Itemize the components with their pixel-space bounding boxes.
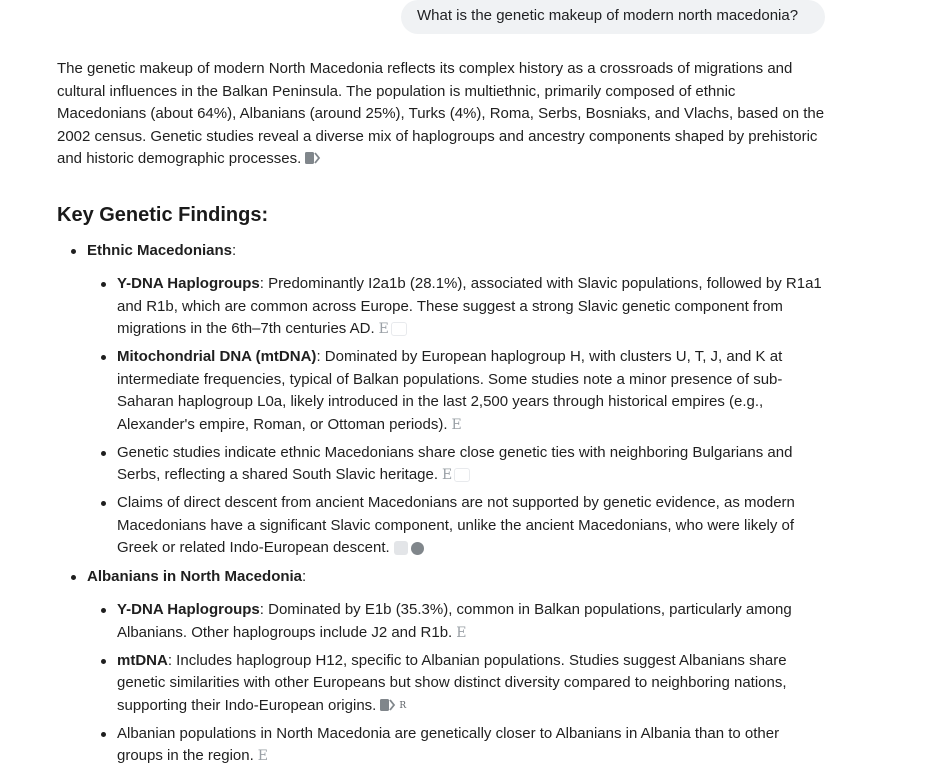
source-link-icon[interactable] [380,698,396,712]
list-item [87,723,822,768]
source-favicon[interactable] [391,322,407,336]
item-text: Albanian populations in North Macedonia are genetically closer to Albanians in Albania than to other groups in the region. [117,724,780,765]
section-heading: Key Genetic Findings: [57,203,269,226]
item-bold-label: Y-DNA Haplogroups [117,275,260,292]
group-title: Ethnic Macedonians [87,241,233,259]
source-favicon[interactable] [454,468,470,482]
source-e-icon[interactable]: E [378,321,389,337]
source-e-icon[interactable]: E [257,748,268,765]
list-item [87,442,822,487]
list-item [87,273,822,341]
user-message-text: What is the genetic makeup of modern north macedonia? [417,7,799,24]
item-text: : Includes haplogroup H12, specific to Albanian populations. Studies suggest Albanians share genetic similarities with other Europeans but show distinct diversity compared to neighboring nations, supporting their Indo-European origins. [117,651,787,714]
source-e-icon[interactable]: E [456,624,467,641]
list-item [87,599,822,644]
item-text: : Dominated by E1b (35.3%), common in Balkan populations, particularly among Albanians. Other haplogroups include J2 and R1b. [117,601,792,641]
assistant-response [57,58,827,773]
group-albanians: Albanians in North Macedonia: Y-DNA Haplogroups: Dominated by E1b (35.3%), common in Balkan populations, particularly among Albanians. Other haplogroups include J2 and R1b. E mtDNA: Includes haplogroup H12, specific to Albanian populations. Studies suggest Albanians share genetic similarities with other Europeans but show distinct diversity compared to neighboring nations, supporting their Indo-European origins. R Albanian populations in North Macedonia are genetically closer to Albanians in Albania than to other groups in the region. E [57,566,827,768]
group-items-list [87,599,827,768]
group-ethnic-macedonians: Ethnic Macedonians: Y-DNA Haplogroups: Predominantly I2a1b (28.1%), associated with Slavic populations, followed by R1a1 and R1b, which are common across Europe. These suggest a strong Slavic genetic component from migrations in the 6th–7th centuries AD. E Mitochondrial DNA (mtDNA): Dominated by European haplogroup H, with clusters U, T, J, and K at intermediate frequencies, typical of Balkan populations. Some studies note a minor presence of sub-Saharan haplogroup L0a, likely introduced in the last 2,500 years through historical empires (e.g., Alexander's empire, Roman, or Ottoman periods). E Genetic studies indicate ethnic Macedonians share close genetic ties with neighboring Bulgarians and Serbs, reflecting a shared South Slavic heritage. E Claims of direct descent from ancient Macedonians are not supported by genetic evidence, as modern Macedonians have a significant Slavic component, unlike the ancient Macedonians, who were likely of Greek or related Indo-European descent. [57,240,827,560]
item-text: : Predominantly I2a1b (28.1%), associated with Slavic populations, followed by R1a1 and R1b, which are common across Europe. These suggest a strong Slavic genetic component from migrations in the 6th–7th centuries AD. [117,275,822,337]
group-items-list [87,273,827,560]
list-item [87,346,822,436]
source-link-icon[interactable] [305,151,321,165]
source-avatar-icon[interactable] [411,542,424,555]
source-r-icon[interactable]: R [399,700,407,711]
item-text: : Dominated by European haplogroup H, with clusters U, T, J, and K at intermediate frequencies, typical of Balkan populations. Some studies note a minor presence of sub-Saharan haplogroup L0a, likely introduced in the last 2,500 years through historical empires (e.g., Alexander's empire, Roman, or Ottoman periods). [117,348,783,433]
item-bold-label: mtDNA [117,651,168,669]
item-bold-label: Y-DNA Haplogroups [117,601,260,618]
item-text: Genetic studies indicate ethnic Macedonians share close genetic ties with neighboring Bulgarians and Serbs, reflecting a shared South Slavic heritage. [117,443,793,483]
intro-text: The genetic makeup of modern North Macedonia reflects its complex history as a crossroads of migrations and cultural influences in the Balkan Peninsula. The population is multiethnic, primarily composed of ethnic Macedonians (about 64%), Albanians (around 25%), Turks (4%), Roma, Serbs, Bosniaks, and Vlachs, based on the 2002 census. Genetic studies reveal a diverse mix of haplogroups and ancestry components shaped by prehistoric and historic demographic processes. [57,60,825,167]
user-message-bubble [401,0,825,34]
source-e-icon[interactable]: E [451,416,462,433]
source-e-icon[interactable]: E [442,467,453,483]
source-favicon[interactable] [394,541,408,555]
item-text: Claims of direct descent from ancient Macedonians are not supported by genetic evidence, as modern Macedonians have a significant Slavic component, unlike the ancient Macedonians, who were likely of Greek or related Indo-European descent. [117,494,795,556]
list-item [87,650,822,718]
group-title: Albanians in North Macedonia [87,567,303,585]
groups-list [57,240,827,768]
intro-paragraph [57,58,827,171]
list-item [87,492,822,560]
item-bold-label: Mitochondrial DNA (mtDNA) [117,348,317,365]
